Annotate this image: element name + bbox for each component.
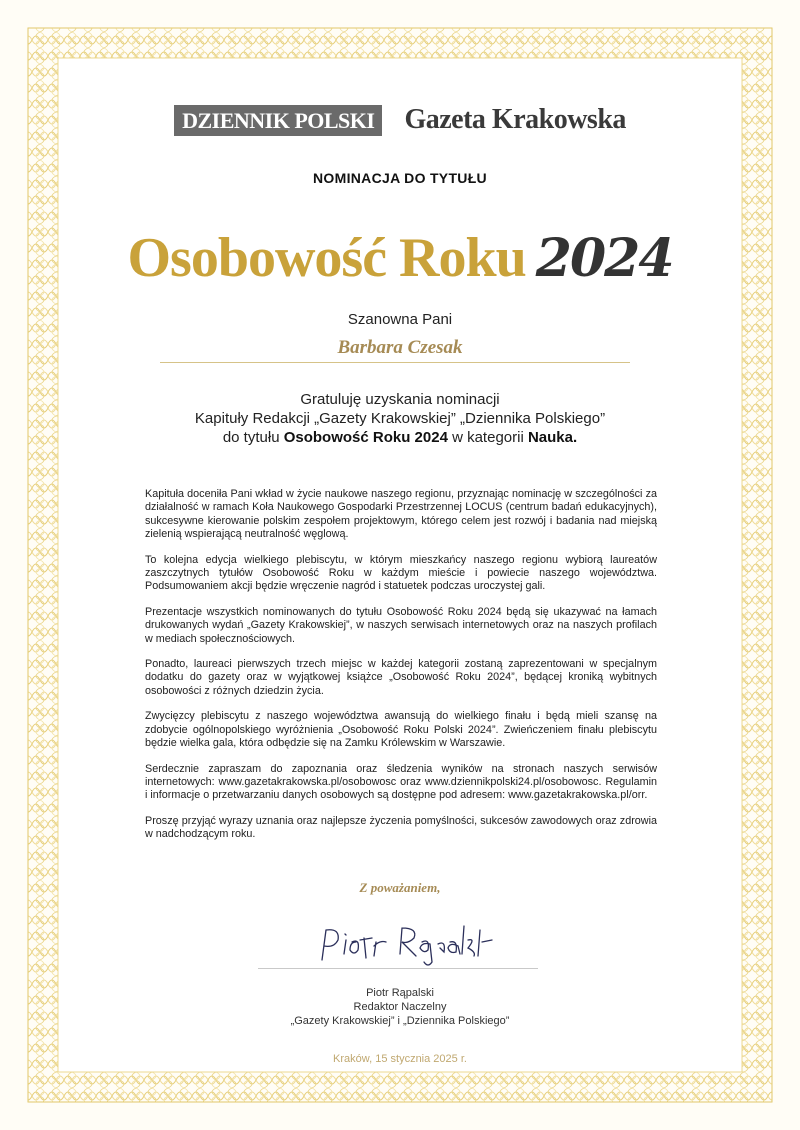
- congrats-line-3: [0, 428, 800, 447]
- award-title: [0, 226, 800, 290]
- signer-role: Redaktor Naczelny: [353, 1001, 447, 1013]
- salutation: Szanowna Pani: [347, 311, 453, 328]
- congrats-award-name: Osobowość Roku 2024: [283, 429, 448, 446]
- award-title-year: 2024: [535, 228, 673, 289]
- publisher-logos: [0, 104, 800, 136]
- congrats-category: Nauka.: [527, 429, 578, 446]
- body-paragraph-5: Zwycięzcy plebiscytu z naszego województwa awansują do wielkiego finału i będą mieli szansę na zdobycie ogólnopolskiego wyróżnienia „Osobowość Roku Polski 2024”. Zwieńczeniem finału plebiscytu będzie wielka gala, która odbędzie się na Zamku Królewskim w Warszawie.: [145, 710, 657, 750]
- recipient-name: Barbara Czesak: [337, 337, 463, 358]
- body-paragraph-1: Kapituła doceniła Pani wkład w życie naukowe naszego regionu, przyznając nominację w szczególności za działalność w ramach Koła Naukowego Gospodarki Przestrzennej LOCUS (centrum badań edukacyjnych), sukcesywne kierowanie polskim zespołem projektowym, którego celem jest rozwój i badania nad miejską zielenią wspierającą neutralność węglową.: [145, 488, 657, 541]
- body-paragraph-2: To kolejna edycja wielkiego plebiscytu, w którym mieszkańcy naszego regionu wybiorą laureatów zaszczytnych tytułów Osobowość Roku w każdym mieście i powiecie naszego województwa. Podsumowaniem akcji będzie wręczenie nagród i statuetek podczas uroczystej gali.: [145, 553, 657, 593]
- closing-regards: Z poważaniem,: [359, 880, 441, 895]
- nomination-subtitle: NOMINACJA DO TYTUŁU: [313, 170, 487, 186]
- signer-block: [0, 986, 800, 1028]
- signer-organization: „Gazety Krakowskiej” i „Dziennika Polskiego”: [290, 1015, 510, 1027]
- letter-body: [145, 488, 657, 854]
- congrats-line-3-mid: w kategorii: [447, 429, 528, 446]
- issue-date: Kraków, 15 stycznia 2025 r.: [333, 1053, 467, 1065]
- body-paragraph-3: Prezentacje wszystkich nominowanych do tytułu Osobowość Roku 2024 będą się ukazywać na łamach drukowanych wydań „Gazety Krakowskiej”, w naszych serwisach internetowych oraz na naszych profilach w mediach społecznościowych.: [145, 605, 657, 645]
- body-paragraph-4: Ponadto, laureaci pierwszych trzech miejsc w każdej kategorii zostaną zaprezentowani w specjalnym dodatku do gazety oraz w wyjątkowej książce „Osobowość Roku 2024”, będącej kroniką wybitnych osobowości z różnych dziedzin życia.: [145, 658, 657, 697]
- body-paragraph-6: Serdecznie zapraszam do zapoznania oraz śledzenia wyników na stronach naszych serwisów internetowych: www.gazetakrakowska.pl/osobowosc oraz www.dziennikpolski24.pl/osobowosc. Regulamin i informacje o przetwarzaniu danych osobowych są dostępne pod adresem: www.gazetakrakowska.pl/orr.: [145, 762, 657, 802]
- dziennik-polski-logo: DZIENNIK POLSKI: [174, 105, 382, 136]
- signature-line: [258, 968, 538, 969]
- name-underline: [160, 362, 630, 363]
- congrats-line-1: Gratuluję uzyskania nominacji: [300, 391, 500, 408]
- congrats-line-2: Kapituły Redakcji „Gazety Krakowskiej” „Dziennika Polskiego”: [194, 410, 606, 427]
- award-title-main: Osobowość Roku: [127, 227, 526, 289]
- signer-name: Piotr Rąpalski: [366, 987, 434, 999]
- congratulations-block: [0, 390, 800, 447]
- congrats-line-3-prefix: do tytułu: [222, 429, 284, 446]
- gazeta-krakowska-logo: Gazeta Krakowska: [404, 104, 626, 135]
- handwritten-signature: [310, 918, 500, 968]
- body-paragraph-7: Proszę przyjąć wyrazy uznania oraz najlepsze życzenia pomyślności, sukcesów zawodowych oraz zdrowia w nadchodzącym roku.: [145, 814, 657, 841]
